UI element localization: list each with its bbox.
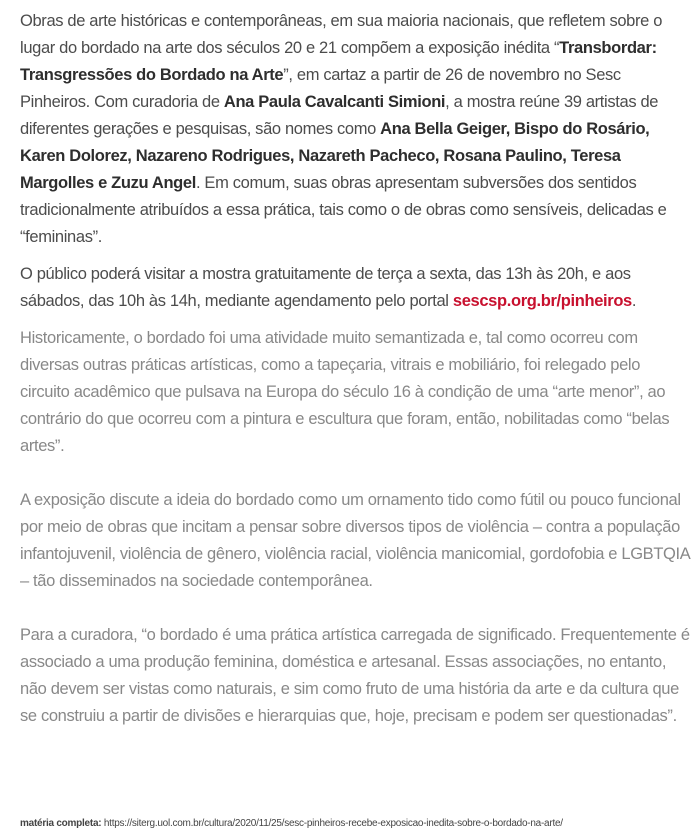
intro-text-2: ”, em cartaz a partir de 26 de novembro no Sesc Pinheiros. Com curadoria de bbox=[20, 66, 621, 111]
paragraph-visit-info bbox=[20, 261, 690, 315]
paragraph-history: Historicamente, o bordado foi uma atividade muito semantizada e, tal como ocorreu com diversas outras práticas artísticas, como a tapeçaria, vitrais e mobiliário, foi relegado pelo circuito acadêmico que pulsava na Europa do século 16 à condição de uma “arte menor”, ao contrário do que ocorreu com a pintura e escultura que foram, então, nobilitadas como “belas artes”. bbox=[20, 329, 670, 455]
portal-link[interactable]: sescsp.org.br/pinheiros bbox=[452, 292, 632, 310]
paragraph-exhibition-theme: A exposição discute a ideia do bordado como um ornamento tido como fútil ou pouco funcional por meio de obras que incitam a pensar sobre diversos tipos de violência – contra a população infantojuvenil, violência de gênero, violência racial, violência manicomial, gordofobia e LGBTQIA – tão disseminados na sociedade contemporânea. bbox=[20, 491, 690, 590]
intro-text-4: . Em comum, suas obras apresentam subversões dos sentidos tradicionalmente atribuídos a essa prática, tais como o de obras como sensíveis, delicadas e “femininas”. bbox=[20, 174, 667, 246]
source-label: matéria completa: bbox=[20, 818, 102, 829]
intro-text-1: Obras de arte históricas e contemporâneas, em sua maioria nacionais, que refletem sobre o lugar do bordado na arte dos séculos 20 e 21 compõem a exposição inédita “ bbox=[20, 12, 663, 57]
paragraph-intro bbox=[20, 8, 690, 251]
exhibition-title: Transbordar: Transgressões do Bordado na Arte bbox=[20, 39, 657, 84]
visit-text-2: . bbox=[631, 292, 637, 310]
source-url[interactable]: https://siterg.uol.com.br/cultura/2020/11/25/sesc-pinheiros-recebe-exposicao-inedita-sobre-o-bordado-na-arte/ bbox=[103, 818, 563, 829]
article-body bbox=[20, 8, 690, 730]
source-credit bbox=[20, 818, 563, 829]
visit-text-1: O público poderá visitar a mostra gratuitamente de terça a sexta, das 13h às 20h, e aos sábados, das 10h às 14h, mediante agendamento pelo portal bbox=[20, 265, 631, 310]
curator-name: Ana Paula Cavalcanti Simioni bbox=[223, 93, 446, 111]
artists-list: Ana Bella Geiger, Bispo do Rosário, Karen Dolorez, Nazareno Rodrigues, Nazareth Pacheco, Rosana Paulino, Teresa Margolles e Zuzu Angel bbox=[20, 120, 650, 192]
intro-text-3: , a mostra reúne 39 artistas de diferentes gerações e pesquisas, são nomes como bbox=[20, 93, 659, 138]
paragraph-curator-quote: Para a curadora, “o bordado é uma prática artística carregada de significado. Frequentemente é associado a uma produção feminina, doméstica e artesanal. Essas associações, no entanto, não devem ser vistas como naturais, e sim como fruto de uma história da arte e da cultura que se construiu a partir de divisões e hierarquias que, hoje, precisam e podem ser questionadas”. bbox=[20, 626, 690, 725]
